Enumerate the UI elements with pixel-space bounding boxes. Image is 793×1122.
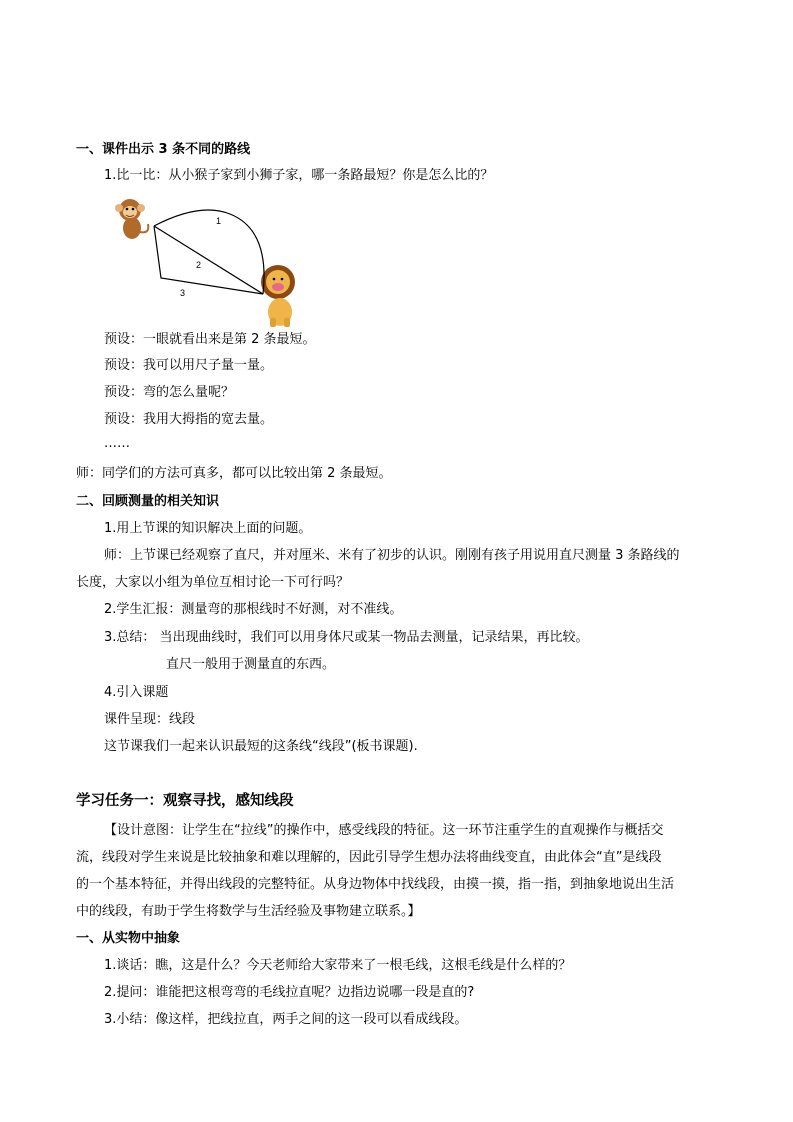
ellipsis: …… [104, 436, 130, 451]
s2-item-8: 课件呈现：线段 [104, 712, 196, 727]
s2-item-5: 3.总结： 当出现曲线时，我们可以用身体尺或某一物品去测量，记录结果，再比较。 [104, 630, 589, 645]
section2-title: 二、回顾测量的相关知识 [76, 494, 220, 509]
s2-item-2: 师：上节课已经观察了直尺，并对厘米、米有了初步的认识。刚刚有孩子用说用直尺测量 3 条路线的 [104, 548, 680, 563]
design-line-1: 【设计意图：让学生在“拉线”的操作中，感受线段的特征。这一环节注重学生的直观操作与概括交 [104, 823, 664, 838]
design-line-4: 中的线段，有助于学生将数学与生活经验及事物建立联系。】 [76, 904, 421, 919]
s2-item-6: 直尺一般用于测量直的东西。 [166, 657, 336, 672]
lion-icon [261, 265, 295, 327]
s2-item-4: 2.学生汇报：测量弯的那根线时不好测，对不准线。 [104, 602, 403, 617]
teacher-remark: 师：同学们的方法可真多，都可以比较出第 2 条最短。 [76, 466, 392, 481]
section1-title: 一、课件出示 3 条不同的路线 [76, 142, 251, 157]
task1-title: 学习任务一：观察寻找，感知线段 [76, 793, 294, 809]
route-1 [154, 210, 264, 294]
route-label-3: 3 [180, 288, 186, 298]
preset-3: 预设：弯的怎么量呢？ [104, 385, 235, 400]
s2-item-9: 这节课我们一起来认识最短的这条线“线段”(板书课题). [104, 739, 418, 754]
route-figure [110, 190, 320, 330]
s2-item-7: 4.引入课题 [104, 685, 169, 700]
route-label-2: 2 [196, 260, 202, 270]
s3-item-3: 3.小结：像这样，把线拉直，两手之间的这一段可以看成线段。 [104, 1012, 468, 1027]
route-label-1: 1 [216, 216, 222, 226]
s3-item-1: 1.谈话：瞧，这是什么？今天老师给大家带来了一根毛线，这根毛线是什么样的？ [104, 958, 572, 973]
preset-4: 预设：我用大拇指的宽去量。 [104, 412, 274, 427]
s2-item-1: 1.用上节课的知识解决上面的问题。 [104, 521, 312, 536]
section1-question: 1.比一比：从小猴子家到小狮子家，哪一条路最短？你是怎么比的？ [104, 168, 494, 183]
routes [154, 210, 264, 294]
preset-1: 预设：一眼就看出来是第 2 条最短。 [104, 332, 316, 347]
design-line-2: 流，线段对学生来说是比较抽象和难以理解的，因此引导学生想办法将曲线变直，由此体会“直”是线段 [76, 850, 662, 865]
monkey-icon [115, 199, 148, 239]
s3-item-2: 2.提问：谁能把这根弯弯的毛线拉直呢？边指边说哪一段是直的? [104, 985, 475, 1000]
section3-title: 一、从实物中抽象 [76, 931, 181, 946]
s2-item-3: 长度，大家以小组为单位互相讨论一下可行吗？ [76, 575, 350, 590]
preset-2: 预设：我可以用尺子量一量。 [104, 358, 274, 373]
route-2 [154, 226, 263, 294]
design-line-3: 的一个基本特征，并得出线段的完整特征。从身边物体中找线段，由摸一摸，指一指，到抽象地说出生活 [76, 877, 675, 892]
